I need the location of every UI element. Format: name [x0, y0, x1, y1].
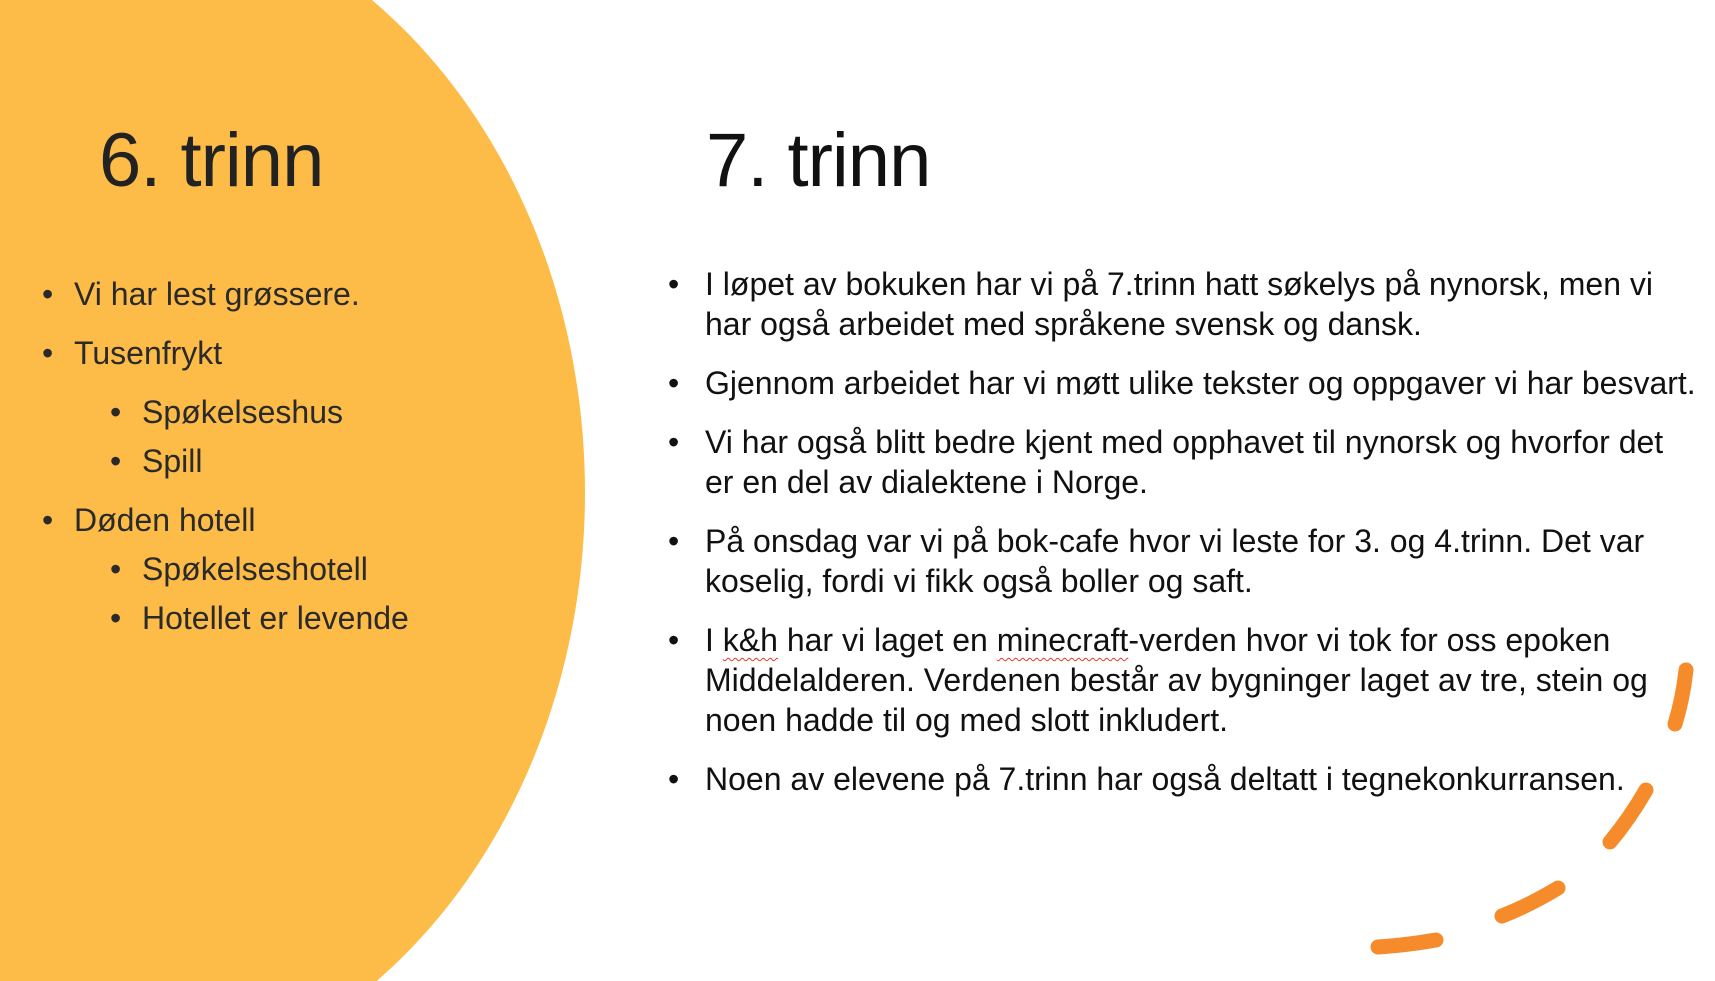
- text-segment: -verden hvor vi tok for oss epoken Middelalderen. Verdenen består av bygninger laget av tre, stein og noen hadde til og med slott inkludert.: [705, 622, 1648, 738]
- text-segment: I: [705, 622, 723, 658]
- left-title: 6. trinn: [99, 118, 324, 203]
- bullet: •: [42, 335, 54, 371]
- left-bullet-list: [38, 272, 558, 640]
- right-title: 7. trinn: [706, 118, 931, 203]
- bullet: •: [668, 622, 680, 658]
- sub-list-item-label: Spill: [142, 443, 203, 479]
- bullet: •: [42, 502, 54, 538]
- list-item-label: Tusenfrykt: [74, 335, 223, 371]
- list-item: [668, 620, 1698, 740]
- list-item-label: Døden hotell: [74, 502, 256, 538]
- bullet: •: [668, 761, 680, 797]
- list-item-text: I løpet av bokuken har vi på 7.trinn hatt søkelys på nynorsk, men vi har også arbeidet med språkene svensk og dansk.: [705, 266, 1653, 342]
- sub-list-item: [38, 547, 558, 591]
- spellcheck-flagged-word: k&h: [722, 622, 778, 658]
- list-item: [668, 521, 1698, 601]
- list-item: [38, 498, 558, 542]
- list-item: [668, 264, 1698, 344]
- list-item-text: Noen av elevene på 7.trinn har også deltatt i tegnekonkurransen.: [705, 761, 1625, 797]
- list-item: [38, 272, 558, 316]
- list-item: [668, 363, 1698, 403]
- dash-segment: [1502, 888, 1558, 916]
- list-item-text: Gjennom arbeidet har vi møtt ulike tekster og oppgaver vi har besvart.: [705, 365, 1696, 401]
- bullet: •: [668, 266, 680, 302]
- bullet: •: [110, 394, 122, 430]
- sub-list-item-label: Spøkelseshus: [142, 394, 343, 430]
- bullet: •: [110, 443, 122, 479]
- bullet: •: [668, 365, 680, 401]
- sub-list-item: [38, 596, 558, 640]
- list-item: [38, 331, 558, 375]
- list-item-text: [705, 622, 1648, 738]
- bullet: •: [110, 600, 122, 636]
- bullet: •: [668, 523, 680, 559]
- bullet: •: [668, 424, 680, 460]
- sub-list-item: [38, 439, 558, 483]
- sub-list-item: [38, 390, 558, 434]
- list-item: [668, 759, 1698, 799]
- list-item: [668, 422, 1698, 502]
- text-segment: har vi laget en: [777, 622, 997, 658]
- spellcheck-flagged-word: minecraft: [996, 622, 1129, 658]
- bullet: •: [42, 276, 54, 312]
- sub-list-item-label: Hotellet er levende: [142, 600, 409, 636]
- list-item-text: På onsdag var vi på bok-cafe hvor vi leste for 3. og 4.trinn. Det var koselig, fordi vi fikk også boller og saft.: [705, 523, 1645, 599]
- bullet: •: [110, 551, 122, 587]
- sub-list-item-label: Spøkelseshotell: [142, 551, 368, 587]
- list-item-text: Vi har også blitt bedre kjent med opphavet til nynorsk og hvorfor det er en del av dialektene i Norge.: [705, 424, 1664, 500]
- list-item-label: Vi har lest grøssere.: [74, 276, 360, 312]
- right-bullet-list: [668, 264, 1698, 799]
- dash-segment: [1378, 940, 1436, 947]
